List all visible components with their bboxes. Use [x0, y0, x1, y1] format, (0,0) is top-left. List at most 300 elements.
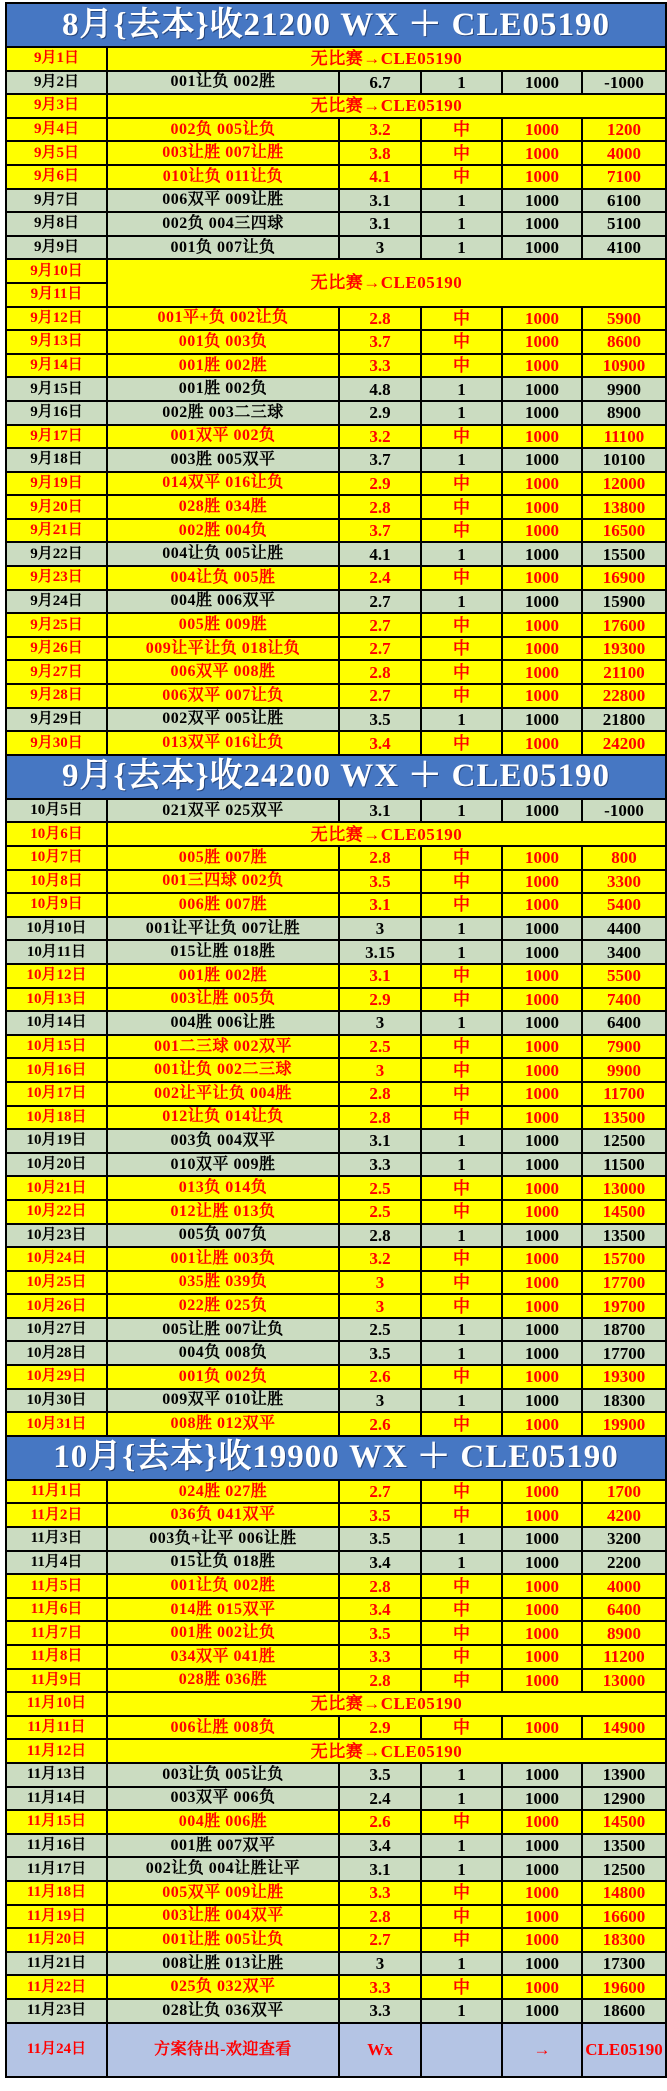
stake-cell: 1000	[502, 917, 582, 941]
date-cell: 9月10日	[6, 259, 107, 283]
result-cell: 1	[421, 1318, 502, 1342]
result-cell: 中	[421, 637, 502, 661]
date-cell: 9月21日	[6, 519, 107, 543]
stake-cell: 1000	[502, 448, 582, 472]
table-row	[6, 1999, 666, 2023]
stake-cell: 1000	[502, 1621, 582, 1645]
date-cell: 9月17日	[6, 425, 107, 449]
table-row	[6, 448, 666, 472]
profit-cell: 9900	[582, 377, 666, 401]
profit-cell: 8900	[582, 1621, 666, 1645]
result-cell: 中	[421, 1905, 502, 1929]
stake-cell: 1000	[502, 1810, 582, 1834]
table-row	[6, 1574, 666, 1598]
odds-cell: 2.5	[339, 1200, 421, 1224]
date-cell: 9月5日	[6, 141, 107, 165]
odds-cell: 2.8	[339, 495, 421, 519]
date-cell: 9月28日	[6, 684, 107, 708]
picks-cell: 004胜 006双平	[107, 590, 339, 614]
stake-cell: 1000	[502, 118, 582, 142]
profit-cell: 5500	[582, 964, 666, 988]
table-row	[6, 1176, 666, 1200]
result-cell: 中	[421, 1271, 502, 1295]
picks-cell: 035胜 039负	[107, 1271, 339, 1295]
date-cell: 11月15日	[6, 1810, 107, 1834]
odds-cell: 2.8	[339, 1905, 421, 1929]
profit-cell: 12500	[582, 1129, 666, 1153]
result-cell: 1	[421, 1551, 502, 1575]
odds-cell: 2.7	[339, 613, 421, 637]
stake-cell: 1000	[502, 1011, 582, 1035]
date-cell: 9月23日	[6, 566, 107, 590]
result-cell: 1	[421, 1763, 502, 1787]
date-cell: 9月14日	[6, 354, 107, 378]
table-row	[6, 1271, 666, 1295]
result-cell: 中	[421, 519, 502, 543]
date-cell: 11月13日	[6, 1763, 107, 1787]
profit-cell: 17600	[582, 613, 666, 637]
picks-cell: 015让负 018胜	[107, 1551, 339, 1575]
result-cell: 1	[421, 236, 502, 260]
stake-cell: 1000	[502, 165, 582, 189]
section-header-title: 9月{去本}收24200 WX ＋ CLE05190	[6, 755, 666, 799]
result-cell: 中	[421, 1247, 502, 1271]
table-row	[6, 1106, 666, 1130]
odds-cell: 2.7	[339, 637, 421, 661]
profit-cell: 14500	[582, 1200, 666, 1224]
odds-cell: 2.8	[339, 1224, 421, 1248]
date-cell: 9月6日	[6, 165, 107, 189]
profit-cell: 16500	[582, 519, 666, 543]
odds-cell: 3	[339, 1389, 421, 1413]
result-cell: 中	[421, 495, 502, 519]
table-row	[6, 1035, 666, 1059]
result-cell: 1	[421, 708, 502, 732]
date-cell: 10月20日	[6, 1153, 107, 1177]
table-row	[6, 1318, 666, 1342]
result-cell: 中	[421, 1928, 502, 1952]
odds-cell: 3.4	[339, 1551, 421, 1575]
result-cell: 中	[421, 1035, 502, 1059]
odds-cell: 3.4	[339, 1598, 421, 1622]
date-cell: 10月29日	[6, 1365, 107, 1389]
picks-cell: 方案待出-欢迎查看	[107, 2023, 339, 2077]
picks-cell: 002双平 005让胜	[107, 708, 339, 732]
result-cell: 中	[421, 988, 502, 1012]
result-cell: 1	[421, 189, 502, 213]
picks-cell: 003胜 005双平	[107, 448, 339, 472]
date-cell: 10月8日	[6, 870, 107, 894]
profit-cell: 12900	[582, 1787, 666, 1811]
date-cell: 10月14日	[6, 1011, 107, 1035]
result-cell: 中	[421, 964, 502, 988]
date-cell: 9月30日	[6, 731, 107, 755]
date-cell: 11月19日	[6, 1905, 107, 1929]
result-cell: 中	[421, 684, 502, 708]
stake-cell: 1000	[502, 1341, 582, 1365]
stake-cell: 1000	[502, 1129, 582, 1153]
picks-cell: 006双平 007让负	[107, 684, 339, 708]
odds-cell: 3.1	[339, 964, 421, 988]
odds-cell: 3.3	[339, 354, 421, 378]
stake-cell: 1000	[502, 566, 582, 590]
stake-cell: 1000	[502, 846, 582, 870]
table-row	[6, 1153, 666, 1177]
stake-cell: 1000	[502, 1905, 582, 1929]
date-cell: 10月31日	[6, 1412, 107, 1436]
table-row	[6, 141, 666, 165]
picks-cell: 010双平 009胜	[107, 1153, 339, 1177]
profit-cell: 22800	[582, 684, 666, 708]
profit-cell: 7900	[582, 1035, 666, 1059]
profit-cell: 11100	[582, 425, 666, 449]
odds-cell: 3	[339, 1952, 421, 1976]
result-cell: 中	[421, 1294, 502, 1318]
odds-cell: 2.7	[339, 684, 421, 708]
stake-cell: 1000	[502, 964, 582, 988]
stake-cell: 1000	[502, 1106, 582, 1130]
result-cell: 1	[421, 1224, 502, 1248]
odds-cell: 2.5	[339, 1318, 421, 1342]
date-cell: 11月9日	[6, 1669, 107, 1693]
stake-cell: 1000	[502, 1082, 582, 1106]
result-cell: 中	[421, 1058, 502, 1082]
date-cell: 9月1日	[6, 47, 107, 71]
date-cell: 9月22日	[6, 542, 107, 566]
table-row	[6, 1669, 666, 1693]
no-match-cell: 无比赛→CLE05190	[107, 94, 666, 118]
stake-cell: 1000	[502, 1271, 582, 1295]
table-row	[6, 1294, 666, 1318]
table-row	[6, 917, 666, 941]
table-row	[6, 165, 666, 189]
result-cell: 中	[421, 141, 502, 165]
picks-cell: 008让胜 013让胜	[107, 1952, 339, 1976]
result-cell: 中	[421, 472, 502, 496]
date-cell: 11月24日	[6, 2023, 107, 2077]
picks-cell: 001负 003负	[107, 330, 339, 354]
odds-cell: 3.5	[339, 870, 421, 894]
no-match-cell: 无比赛→CLE05190	[107, 822, 666, 846]
odds-cell: 3.5	[339, 1527, 421, 1551]
table-row	[6, 613, 666, 637]
stake-cell: 1000	[502, 1857, 582, 1881]
table-row	[6, 1011, 666, 1035]
result-cell: 1	[421, 799, 502, 823]
odds-cell: 3.7	[339, 330, 421, 354]
table-row	[6, 212, 666, 236]
profit-cell: 15900	[582, 590, 666, 614]
profit-cell: 10100	[582, 448, 666, 472]
profit-cell: 6400	[582, 1598, 666, 1622]
profit-cell: 19300	[582, 1365, 666, 1389]
date-cell: 9月19日	[6, 472, 107, 496]
stake-cell: 1000	[502, 1999, 582, 2023]
stake-cell: 1000	[502, 519, 582, 543]
table-row	[6, 846, 666, 870]
profit-cell: -1000	[582, 71, 666, 95]
table-row	[6, 307, 666, 331]
stake-cell: 1000	[502, 1176, 582, 1200]
stake-cell: 1000	[502, 1716, 582, 1740]
profit-cell: 3400	[582, 940, 666, 964]
table-row	[6, 1480, 666, 1504]
date-cell: 9月7日	[6, 189, 107, 213]
stake-cell: 1000	[502, 1574, 582, 1598]
table-row	[6, 893, 666, 917]
profit-cell: 13000	[582, 1176, 666, 1200]
profit-cell: 7100	[582, 165, 666, 189]
profit-cell: 19900	[582, 1412, 666, 1436]
profit-cell: 1700	[582, 1480, 666, 1504]
no-match-row	[6, 1692, 666, 1716]
picks-cell: 005双平 009让胜	[107, 1881, 339, 1905]
table-row	[6, 472, 666, 496]
odds-cell: 3.2	[339, 1247, 421, 1271]
result-cell: 中	[421, 118, 502, 142]
table-row	[6, 1247, 666, 1271]
profit-cell: CLE05190	[582, 2023, 666, 2077]
date-cell: 9月29日	[6, 708, 107, 732]
profit-cell: 800	[582, 846, 666, 870]
stake-cell: 1000	[502, 893, 582, 917]
section-header-row	[6, 1436, 666, 1480]
date-cell: 11月14日	[6, 1787, 107, 1811]
profit-cell: 13500	[582, 1834, 666, 1858]
table-row	[6, 1881, 666, 1905]
stake-cell: 1000	[502, 354, 582, 378]
profit-cell: 19300	[582, 637, 666, 661]
result-cell: 1	[421, 377, 502, 401]
profit-cell: 13900	[582, 1763, 666, 1787]
date-cell: 11月23日	[6, 1999, 107, 2023]
stake-cell: 1000	[502, 731, 582, 755]
result-cell: 1	[421, 71, 502, 95]
table-row	[6, 1834, 666, 1858]
picks-cell: 001让平让负 007让胜	[107, 917, 339, 941]
date-cell: 11月17日	[6, 1857, 107, 1881]
odds-cell: 3.1	[339, 893, 421, 917]
picks-cell: 009双平 010让胜	[107, 1389, 339, 1413]
result-cell: 中	[421, 1574, 502, 1598]
picks-cell: 002胜 003二三球	[107, 401, 339, 425]
result-cell	[421, 2023, 502, 2077]
odds-cell: 2.8	[339, 1106, 421, 1130]
profit-cell: 6100	[582, 189, 666, 213]
odds-cell: 3.4	[339, 1834, 421, 1858]
table-row	[6, 354, 666, 378]
odds-cell: 6.7	[339, 71, 421, 95]
result-cell: 1	[421, 542, 502, 566]
table-row	[6, 189, 666, 213]
odds-cell: 3.15	[339, 940, 421, 964]
picks-cell: 012让负 014让负	[107, 1106, 339, 1130]
date-cell: 9月27日	[6, 660, 107, 684]
stake-cell: 1000	[502, 542, 582, 566]
odds-cell: 3.1	[339, 799, 421, 823]
result-cell: 中	[421, 731, 502, 755]
odds-cell: 3.7	[339, 448, 421, 472]
date-cell: 10月11日	[6, 940, 107, 964]
picks-cell: 028让负 036双平	[107, 1999, 339, 2023]
date-cell: 11月7日	[6, 1621, 107, 1645]
result-cell: 1	[421, 1129, 502, 1153]
date-cell: 11月8日	[6, 1645, 107, 1669]
result-cell: 中	[421, 1200, 502, 1224]
picks-cell: 001负 007让负	[107, 236, 339, 260]
no-match-cell: 无比赛→CLE05190	[107, 1692, 666, 1716]
odds-cell: 4.1	[339, 165, 421, 189]
stake-cell: 1000	[502, 940, 582, 964]
profit-cell: 14800	[582, 1881, 666, 1905]
picks-cell: 001让负 002胜	[107, 1574, 339, 1598]
date-cell: 11月2日	[6, 1503, 107, 1527]
picks-cell: 002让负 004让胜让平	[107, 1857, 339, 1881]
stake-cell: 1000	[502, 141, 582, 165]
result-cell: 中	[421, 1645, 502, 1669]
profit-cell: 2200	[582, 1551, 666, 1575]
stake-cell: 1000	[502, 1928, 582, 1952]
table-row	[6, 660, 666, 684]
stake-cell: 1000	[502, 330, 582, 354]
picks-cell: 003负+让平 006让胜	[107, 1527, 339, 1551]
picks-cell: 005胜 007胜	[107, 846, 339, 870]
result-cell: 中	[421, 1503, 502, 1527]
date-cell: 10月16日	[6, 1058, 107, 1082]
odds-cell: 2.9	[339, 401, 421, 425]
picks-cell: 001平+负 002让负	[107, 307, 339, 331]
table-row	[6, 566, 666, 590]
picks-cell: 024胜 027胜	[107, 1480, 339, 1504]
odds-cell: 3	[339, 1011, 421, 1035]
picks-cell: 015让胜 018胜	[107, 940, 339, 964]
result-cell: 中	[421, 1176, 502, 1200]
stake-cell: 1000	[502, 1763, 582, 1787]
profit-cell: 4100	[582, 236, 666, 260]
profit-cell: 17300	[582, 1952, 666, 1976]
picks-cell: 004让负 005让胜	[107, 542, 339, 566]
odds-cell: 3.8	[339, 141, 421, 165]
date-cell: 10月25日	[6, 1271, 107, 1295]
table-row	[6, 1551, 666, 1575]
profit-cell: 16900	[582, 566, 666, 590]
result-cell: 1	[421, 1999, 502, 2023]
result-cell: 中	[421, 846, 502, 870]
picks-cell: 008胜 012双平	[107, 1412, 339, 1436]
date-cell: 11月16日	[6, 1834, 107, 1858]
result-cell: 1	[421, 1952, 502, 1976]
stake-cell: 1000	[502, 1153, 582, 1177]
table-row	[6, 1645, 666, 1669]
picks-cell: 025负 032双平	[107, 1975, 339, 1999]
picks-cell: 002负 004三四球	[107, 212, 339, 236]
result-cell: 中	[421, 893, 502, 917]
date-cell: 11月21日	[6, 1952, 107, 1976]
result-cell: 1	[421, 1527, 502, 1551]
result-cell: 中	[421, 566, 502, 590]
stake-cell: 1000	[502, 708, 582, 732]
table-row	[6, 1365, 666, 1389]
date-cell: 11月11日	[6, 1716, 107, 1740]
profit-cell: 19700	[582, 1294, 666, 1318]
odds-cell: 2.8	[339, 1669, 421, 1693]
stake-cell: 1000	[502, 1503, 582, 1527]
picks-cell: 005让胜 007让负	[107, 1318, 339, 1342]
profit-cell: 4000	[582, 1574, 666, 1598]
picks-cell: 003让负 005让负	[107, 1763, 339, 1787]
result-cell: 中	[421, 1365, 502, 1389]
profit-cell: 4200	[582, 1503, 666, 1527]
date-cell: 11月10日	[6, 1692, 107, 1716]
result-cell: 1	[421, 940, 502, 964]
result-cell: 中	[421, 1621, 502, 1645]
picks-cell: 028胜 036胜	[107, 1669, 339, 1693]
table-row	[6, 1975, 666, 1999]
result-cell: 中	[421, 1669, 502, 1693]
odds-cell: 3	[339, 1058, 421, 1082]
profit-cell: 3300	[582, 870, 666, 894]
date-cell: 10月10日	[6, 917, 107, 941]
stake-cell: 1000	[502, 377, 582, 401]
stake-cell: 1000	[502, 425, 582, 449]
profit-cell: 1200	[582, 118, 666, 142]
date-cell: 9月9日	[6, 236, 107, 260]
odds-cell: 2.7	[339, 590, 421, 614]
profit-cell: 14500	[582, 1810, 666, 1834]
odds-cell: 3.1	[339, 1857, 421, 1881]
table-row	[6, 988, 666, 1012]
odds-cell: 2.7	[339, 1480, 421, 1504]
picks-cell: 001胜 002胜	[107, 964, 339, 988]
result-cell: 1	[421, 1011, 502, 1035]
profit-cell: 4400	[582, 917, 666, 941]
odds-cell: 3	[339, 1271, 421, 1295]
odds-cell: 2.8	[339, 307, 421, 331]
picks-cell: 001二三球 002双平	[107, 1035, 339, 1059]
odds-cell: 3.3	[339, 1645, 421, 1669]
table-row	[6, 1716, 666, 1740]
stake-cell: 1000	[502, 1834, 582, 1858]
odds-cell: 3.1	[339, 189, 421, 213]
table-row	[6, 1389, 666, 1413]
picks-cell: 001胜 002让负	[107, 1621, 339, 1645]
odds-cell: 3	[339, 917, 421, 941]
date-cell: 10月17日	[6, 1082, 107, 1106]
profit-cell: -1000	[582, 799, 666, 823]
picks-cell: 006让胜 008负	[107, 1716, 339, 1740]
odds-cell: 2.8	[339, 660, 421, 684]
table-row	[6, 1621, 666, 1645]
date-cell: 10月28日	[6, 1341, 107, 1365]
picks-cell: 003负 004双平	[107, 1129, 339, 1153]
date-cell: 11月12日	[6, 1739, 107, 1763]
odds-cell: 2.5	[339, 1035, 421, 1059]
table-row	[6, 401, 666, 425]
result-cell: 1	[421, 1341, 502, 1365]
picks-cell: 003双平 006负	[107, 1787, 339, 1811]
betting-results-table	[5, 2, 667, 2078]
stake-cell: 1000	[502, 684, 582, 708]
table-row	[6, 1224, 666, 1248]
result-cell: 1	[421, 1834, 502, 1858]
no-match-cell: 无比赛→CLE05190	[107, 47, 666, 71]
stake-cell: 1000	[502, 1247, 582, 1271]
table-row	[6, 870, 666, 894]
date-cell: 11月22日	[6, 1975, 107, 1999]
profit-cell: 24200	[582, 731, 666, 755]
odds-cell: Wx	[339, 2023, 421, 2077]
table-row	[6, 590, 666, 614]
